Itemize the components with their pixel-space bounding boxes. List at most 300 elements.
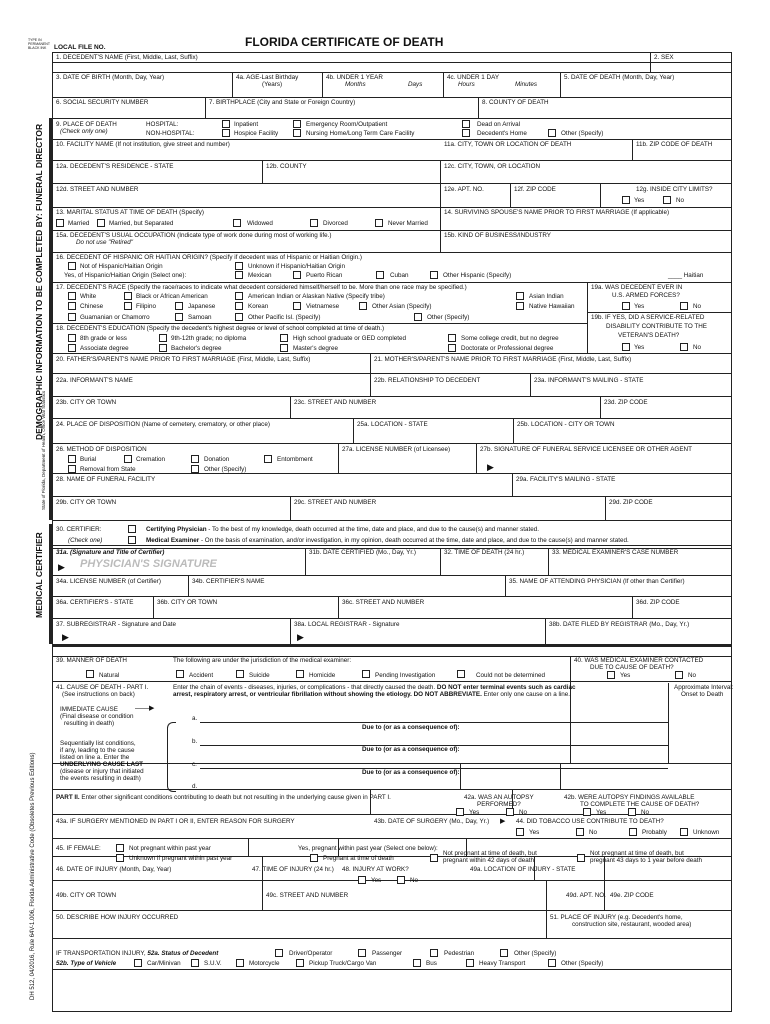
checkbox-associate[interactable]: [68, 344, 76, 352]
field-11a-label: 11a. CITY, TOWN OR LOCATION OF DEATH: [444, 141, 572, 148]
checkbox-autopsy-yes[interactable]: [456, 808, 464, 816]
checkbox-undetermined[interactable]: [457, 670, 465, 678]
pregnant-within-label: Yes, pregnant within past year (Select one below):: [298, 845, 438, 852]
checkbox-pending[interactable]: [362, 670, 370, 678]
checkbox-chinese[interactable]: [68, 302, 76, 310]
bus-label: Bus: [426, 960, 437, 967]
field-9-hospital: HOSPITAL:: [146, 121, 179, 128]
field-15a-label: 15a. DECEDENT'S USUAL OCCUPATION (Indicate type of work done during most of working life.): [56, 232, 332, 239]
field-23d-label: 23d. ZIP CODE: [604, 399, 648, 406]
natural-label: Natural: [99, 672, 120, 679]
field-51-label-2: construction site, restaurant, wooded area): [572, 921, 692, 928]
field-4a-label: 4a. AGE-Last Birthday: [236, 74, 299, 81]
checkbox-some-college[interactable]: [448, 334, 456, 342]
checkbox-doa[interactable]: [462, 120, 470, 128]
checkbox-tobacco-yes[interactable]: [516, 828, 524, 836]
nursing-label: Nursing Home/Long Term Care Facility: [306, 130, 415, 137]
field-11b-label: 11b. ZIP CODE OF DEATH: [636, 141, 713, 148]
field-4b-label: 4b. UNDER 1 YEAR: [326, 74, 383, 81]
field-12a-label: 12a. DECEDENT'S RESIDENCE - STATE: [56, 163, 174, 170]
field-52a-label: IF TRANSPORTATION INJURY, 52a. Status of Decedent: [56, 950, 219, 957]
checkbox-natural[interactable]: [86, 670, 94, 678]
autopsy-yes-label: Yes: [469, 809, 480, 816]
checkbox-work-yes[interactable]: [358, 876, 366, 884]
checkbox-pregnant-at-death[interactable]: [310, 854, 318, 862]
married-label: Married: [68, 220, 90, 227]
pending-label: Pending Investigation: [375, 672, 436, 679]
checkbox-pedestrian[interactable]: [430, 949, 438, 957]
field-23c-label: 23c. STREET AND NUMBER: [294, 399, 377, 406]
side-demographic: DEMOGRAPHIC INFORMATION TO BE COMPLETED BY: FUNERAL DIRECTOR: [34, 123, 44, 440]
checkbox-city-no[interactable]: [663, 196, 671, 204]
unknown-pregnant-label: Unknown if pregnant within past year: [129, 855, 233, 862]
field-14-label: 14. SURVIVING SPOUSE'S NAME PRIOR TO FIRST MARRIAGE (If applicable): [444, 209, 670, 216]
checkbox-er[interactable]: [293, 120, 301, 128]
field-42b-label: 42b. WERE AUTOPSY FINDINGS AVAILABLE: [564, 794, 695, 801]
checkbox-other-hispanic[interactable]: [430, 271, 438, 279]
checkbox-armed-yes[interactable]: [622, 302, 630, 310]
korean-label: Korean: [248, 303, 269, 310]
pregnant-43-label: Not pregnant at time of death, but: [590, 850, 684, 857]
tobacco-probably-label: Probably: [642, 829, 667, 836]
checkbox-tobacco-no[interactable]: [576, 828, 584, 836]
line-b-label: b.: [192, 738, 198, 745]
field-33-label: 33. MEDICAL EXAMINER'S CASE NUMBER: [552, 549, 679, 556]
checkbox-pregnant-43[interactable]: [577, 854, 585, 862]
white-label: White: [80, 293, 97, 300]
checkbox-black[interactable]: [124, 292, 132, 300]
field-22a-label: 22a. INFORMANT'S NAME: [56, 377, 133, 384]
field-24-label: 24. PLACE OF DISPOSITION (Name of cemetery, crematory, or other place): [56, 421, 270, 428]
immediate-cause-sub-1: (Final disease or condition: [60, 713, 134, 720]
checkbox-puerto-rican[interactable]: [293, 271, 301, 279]
line-a-label: a.: [192, 715, 198, 722]
field-4c-minutes: Minutes: [515, 81, 538, 88]
armed-no-label: No: [693, 303, 702, 310]
field-4c-hours: Hours: [458, 81, 475, 88]
disability-yes-label: Yes: [634, 344, 645, 351]
field-19b-label-2: DISABILITY CONTRIBUTE TO THE: [606, 323, 708, 330]
field-49d-label: 49d. APT. NO.: [566, 892, 606, 899]
bracket-icon: [167, 722, 176, 792]
checkbox-bus[interactable]: [413, 959, 421, 967]
checkbox-disability-no[interactable]: [680, 343, 688, 351]
field-28-label: 28. NAME OF FUNERAL FACILITY: [56, 476, 156, 483]
field-12d-label: 12d. STREET AND NUMBER: [56, 186, 139, 193]
not-hispanic-label: Not of Hispanic/Haitian Origin: [80, 263, 163, 270]
checkbox-unknown-pregnant[interactable]: [116, 854, 124, 862]
checkbox-9th[interactable]: [159, 334, 167, 342]
side-medical-certifier: MEDICAL CERTIFIER: [34, 532, 44, 618]
checkbox-tobacco-probably[interactable]: [629, 828, 637, 836]
checkbox-autopsy-no[interactable]: [506, 808, 514, 816]
checkbox-other-vehicle[interactable]: [548, 959, 556, 967]
field-40-label: 40. WAS MEDICAL EXAMINER CONTACTED: [574, 657, 704, 664]
checkbox-removal[interactable]: [68, 465, 76, 473]
field-47-label: 47. TIME OF INJURY (24 hr.): [252, 866, 334, 873]
checkbox-cremation[interactable]: [124, 455, 132, 463]
guamanian-label: Guamanian or Chamorro: [80, 314, 150, 321]
field-45-label: 45. IF FEMALE:: [56, 845, 101, 852]
accident-label: Accident: [189, 672, 214, 679]
field-6-label: 6. SOCIAL SECURITY NUMBER: [56, 99, 149, 106]
japanese-label: Japanese: [188, 303, 216, 310]
checkbox-asian-indian[interactable]: [516, 292, 524, 300]
checkbox-unknown-hispanic[interactable]: [235, 262, 243, 270]
field-36a-label: 36a. CERTIFIER'S - STATE: [56, 599, 134, 606]
field-52b-label: 52b. Type of Vehicle: [56, 960, 117, 967]
checkbox-entombment[interactable]: [264, 455, 272, 463]
checkbox-driver[interactable]: [275, 949, 283, 957]
checkbox-guamanian[interactable]: [68, 313, 76, 321]
checkbox-home[interactable]: [462, 129, 470, 137]
field-12e-label: 12e. APT. NO.: [444, 186, 484, 193]
checkbox-city-yes[interactable]: [622, 196, 630, 204]
puerto-rican-label: Puerto Rican: [306, 272, 343, 279]
registrar-arrow-icon: ▶: [297, 632, 304, 642]
tobacco-no-label: No: [589, 829, 598, 836]
field-4a-sub: (Years): [262, 81, 283, 88]
field-19a-label: 19a. WAS DECEDENT EVER IN: [591, 284, 683, 291]
sequence-label-1: Sequentially list conditions,: [60, 740, 136, 747]
checkbox-findings-no[interactable]: [628, 808, 636, 816]
findings-yes-label: Yes: [596, 809, 607, 816]
surgery-arrow-icon: ▶: [500, 818, 506, 825]
page-title: FLORIDA CERTIFICATE OF DEATH: [245, 35, 444, 49]
field-5-label: 5. DATE OF DEATH (Month, Day, Year): [564, 74, 675, 81]
field-3-label: 3. DATE OF BIRTH (Month, Day, Year): [56, 74, 165, 81]
doctorate-label: Doctorate or Professional degree: [461, 345, 554, 352]
pedestrian-label: Pedestrian: [444, 950, 475, 957]
checkbox-burial[interactable]: [68, 455, 76, 463]
some-college-label: Some college credit, but no degree: [461, 335, 559, 342]
field-29c-label: 29c. STREET AND NUMBER: [294, 499, 377, 506]
checkbox-other-disposition[interactable]: [191, 465, 199, 473]
me-no-label: No: [688, 672, 697, 679]
chinese-label: Chinese: [80, 303, 104, 310]
checkbox-findings-yes[interactable]: [583, 808, 591, 816]
field-12c-label: 12c. CITY, TOWN, OR LOCATION: [444, 163, 541, 170]
checkbox-hs[interactable]: [280, 334, 288, 342]
heavy-label: Heavy Transport: [479, 960, 526, 967]
approx-interval-label: Approximate Interval:: [674, 684, 734, 691]
pregnant-43-label-2: pregnant 43 days to 1 year before death: [590, 857, 703, 864]
checkbox-aian[interactable]: [235, 292, 243, 300]
field-41-label: 41. CAUSE OF DEATH - PART I.: [56, 684, 149, 691]
certifier-arrow-icon: ▶: [58, 562, 65, 572]
pickup-label: Pickup Truck/Cargo Van: [309, 960, 377, 967]
pregnant-42-label-2: pregnant within 42 days of death: [443, 857, 535, 864]
aian-label: American Indian or Alaskan Native (Specify tribe): [248, 293, 385, 300]
field-29b-label: 29b. CITY OR TOWN: [56, 499, 117, 506]
immediate-cause-sub-2: resulting in death): [64, 720, 115, 727]
field-19a-label-2: U.S. ARMED FORCES?: [612, 292, 680, 299]
field-36b-label: 36b. CITY OR TOWN: [157, 599, 218, 606]
inpatient-label: Inpatient: [234, 121, 259, 128]
tobacco-yes-label: Yes: [529, 829, 540, 836]
checkbox-passenger[interactable]: [358, 949, 366, 957]
removal-label: Removal from State: [80, 466, 136, 473]
field-23a-label: 23a. INFORMANT'S MAILING - STATE: [534, 377, 644, 384]
checkbox-not-hispanic[interactable]: [68, 262, 76, 270]
checkbox-hawaiian[interactable]: [516, 302, 524, 310]
field-27b-label: 27b. SIGNATURE OF FUNERAL SERVICE LICENSEE OR OTHER AGENT: [480, 446, 692, 453]
hawaiian-label: Native Hawaiian: [529, 303, 575, 310]
field-16-label: 16. DECEDENT OF HISPANIC OR HAITIAN ORIGIN? (Specify if decedent was of Hispanic or Haitian Origin.): [56, 254, 362, 261]
field-7-label: 7. BIRTHPLACE (City and State or Foreign Country): [209, 99, 356, 106]
sequence-label-3: listed on line a. Enter the: [60, 754, 130, 761]
checkbox-not-pregnant[interactable]: [116, 844, 124, 852]
master-label: Master's degree: [293, 345, 338, 352]
field-12b-label: 12b. COUNTY: [266, 163, 307, 170]
field-32-label: 32. TIME OF DEATH (24 hr.): [444, 549, 525, 556]
field-49b-label: 49b. CITY OR TOWN: [56, 892, 117, 899]
pregnant-at-death-label: Pregnant at time of death: [323, 855, 394, 862]
field-48-label: 48. INJURY AT WORK?: [342, 866, 409, 873]
checkbox-suv[interactable]: [191, 959, 199, 967]
field-43b-label: 43b. DATE OF SURGERY (Mo., Day, Yr.): [374, 818, 490, 825]
checkbox-motorcycle[interactable]: [236, 959, 244, 967]
checkbox-samoan[interactable]: [175, 313, 183, 321]
field-34a-label: 34a. LICENSE NUMBER (of Certifier): [56, 578, 161, 585]
passenger-label: Passenger: [372, 950, 403, 957]
field-27a-label: 27a. LICENSE NUMBER (of Licensee): [342, 446, 451, 453]
field-36d-label: 36d. ZIP CODE: [636, 599, 680, 606]
field-8-label: 8. COUNTY OF DEATH: [482, 99, 549, 106]
disability-no-label: No: [693, 344, 702, 351]
checkbox-never-married[interactable]: [375, 219, 383, 227]
checkbox-accident[interactable]: [176, 670, 184, 678]
side-form-code: DH 512, 04/2016, Rule 64V-1.006, Florida Administrative Code (Obsoletes Previous Editions): [30, 752, 36, 1000]
checkbox-tobacco-unknown[interactable]: [680, 828, 688, 836]
car-label: Car/Minivan: [147, 960, 181, 967]
checkbox-doctorate[interactable]: [448, 344, 456, 352]
other-disposition-label: Other (Specify): [204, 466, 247, 473]
field-4b-months: Months: [345, 81, 366, 88]
field-42a-label: 42a. WAS AN AUTOPSY: [464, 794, 534, 801]
driver-label: Driver/Operator: [289, 950, 333, 957]
er-label: Emergency Room/Outpatient: [306, 121, 388, 128]
field-9-label: 9. PLACE OF DEATH: [56, 121, 117, 128]
associate-label: Associate degree: [80, 345, 129, 352]
armed-yes-label: Yes: [634, 303, 645, 310]
field-34b-label: 34b. CERTIFIER'S NAME: [192, 578, 265, 585]
autopsy-no-label: No: [519, 809, 528, 816]
divorced-label: Divorced: [323, 220, 348, 227]
yes-hispanic-label: Yes, of Hispanic/Haitian Origin (Select one):: [64, 272, 187, 279]
other-race-label: Other (Specify): [427, 314, 470, 321]
immediate-arrow-icon: ——▶: [135, 705, 155, 712]
sequence-label-6: the events resulting in death): [60, 775, 141, 782]
other-asian-label: Other Asian (Specify): [372, 303, 432, 310]
line-c-label: c.: [192, 761, 197, 768]
cuban-label: Cuban: [390, 272, 409, 279]
checkbox-other-pacific[interactable]: [235, 313, 243, 321]
tobacco-unknown-label: Unknown: [693, 829, 720, 836]
doa-label: Dead on Arrival: [477, 121, 521, 128]
field-40-label-2: DUE TO CAUSE OF DEATH?: [590, 664, 674, 671]
field-30-check: (Check one): [68, 537, 103, 544]
not-pregnant-label: Not pregnant within past year: [129, 845, 211, 852]
checkbox-korean[interactable]: [235, 302, 243, 310]
immediate-cause-label: IMMEDIATE CAUSE: [60, 706, 118, 713]
field-46-label: 46. DATE OF INJURY (Month, Day, Year): [56, 866, 172, 873]
field-23b-label: 23b. CITY OR TOWN: [56, 399, 117, 406]
checkbox-disability-yes[interactable]: [622, 343, 630, 351]
checkbox-separated[interactable]: [97, 219, 105, 227]
field-9-check: (Check only one): [60, 128, 108, 135]
other-vehicle-label: Other (Specify): [561, 960, 604, 967]
due-to-3: Due to (or as a consequence of):: [362, 769, 460, 776]
field-41-instructions-1: Enter the chain of events - diseases, injuries, or complications - that directly caused the death. DO NOT enter terminal events such as cardiac: [173, 684, 576, 691]
checkbox-bachelor[interactable]: [159, 344, 167, 352]
checkbox-cuban[interactable]: [376, 271, 384, 279]
checkbox-married[interactable]: [56, 219, 64, 227]
work-no-label: No: [410, 877, 419, 884]
field-18-label: 18. DECEDENT'S EDUCATION (Specify the decedent's highest degree or level of school completed at time of death.): [56, 325, 385, 332]
checkbox-work-no[interactable]: [397, 876, 405, 884]
checkbox-armed-no[interactable]: [680, 302, 688, 310]
checkbox-me-yes[interactable]: [607, 671, 615, 679]
field-41-instructions-2: arrest, respiratory arrest, or ventricular fibrillation without showing the etiology. DO NOT ABBREVIATE. Enter only one cause on a line.: [173, 691, 571, 698]
donation-label: Donation: [204, 456, 230, 463]
field-38b-label: 38b. DATE FILED BY REGISTRAR (Mo., Day, Yr.): [549, 621, 690, 628]
field-49e-label: 49e. ZIP CODE: [610, 892, 654, 899]
pregnant-42-label: Not pregnant at time of death, but: [443, 850, 537, 857]
field-42a-label-2: PERFORMED?: [477, 801, 521, 808]
field-25a-label: 25a. LOCATION - STATE: [357, 421, 428, 428]
8th-label: 8th grade or less: [80, 335, 127, 342]
physician-signature-watermark: PHYSICIAN'S SIGNATURE: [80, 558, 217, 570]
checkbox-certifying-physician[interactable]: [128, 525, 136, 533]
field-9-nonhospital: NON-HOSPITAL:: [146, 130, 195, 137]
asian-indian-label: Asian Indian: [529, 293, 564, 300]
field-36c-label: 36c. STREET AND NUMBER: [342, 599, 425, 606]
due-to-2: Due to (or as a consequence of):: [362, 746, 460, 753]
checkbox-filipino[interactable]: [124, 302, 132, 310]
field-39-note: The following are under the jurisdiction of the medical examiner:: [173, 657, 352, 664]
checkbox-vietnamese[interactable]: [293, 302, 301, 310]
checkbox-white[interactable]: [68, 292, 76, 300]
checkbox-other-status[interactable]: [500, 949, 508, 957]
due-to-1: Due to (or as a consequence of):: [362, 724, 460, 731]
checkbox-master[interactable]: [280, 344, 288, 352]
field-19b-label-3: VETERAN'S DEATH?: [618, 332, 680, 339]
checkbox-suicide[interactable]: [236, 670, 244, 678]
checkbox-medical-examiner[interactable]: [128, 536, 136, 544]
burial-label: Burial: [80, 456, 97, 463]
never-married-label: Never Married: [388, 220, 428, 227]
widowed-label: Widowed: [247, 220, 273, 227]
field-19b-label: 19b. IF YES, DID A SERVICE-RELATED: [591, 314, 705, 321]
demographic-bar: [49, 118, 53, 520]
field-17-label: 17. DECEDENT'S RACE (Specify the race/races to indicate what decedent considered himself/herself to be. More than one race may be specified.): [56, 284, 467, 291]
checkbox-other-asian[interactable]: [359, 302, 367, 310]
checkbox-hospice[interactable]: [222, 129, 230, 137]
checkbox-mexican[interactable]: [235, 271, 243, 279]
field-15b-label: 15b. KIND OF BUSINESS/INDUSTRY: [444, 232, 551, 239]
me-yes-label: Yes: [620, 672, 631, 679]
suicide-label: Suicide: [249, 672, 270, 679]
checkbox-donation[interactable]: [191, 455, 199, 463]
findings-no-label: No: [641, 809, 650, 816]
checkbox-homicide[interactable]: [296, 670, 304, 678]
sequence-label-5: (disease or injury that initiated: [60, 768, 144, 775]
subregistrar-arrow-icon: ▶: [62, 632, 69, 642]
field-38a-label: 38a. LOCAL REGISTRAR - Signature: [294, 621, 400, 628]
9th-label: 9th-12th grade; no diploma: [171, 335, 247, 342]
other-status-label: Other (Specify): [514, 950, 557, 957]
checkbox-pickup[interactable]: [296, 959, 304, 967]
bachelor-label: Bachelor's degree: [171, 345, 222, 352]
checkbox-other-race[interactable]: [414, 313, 422, 321]
haitian-label: ____ Haitian: [668, 272, 704, 279]
field-26-label: 26. METHOD OF DISPOSITION: [56, 446, 147, 453]
side-state-of: State of Florida, Department of Health, Office Vital Statistics: [41, 390, 46, 510]
checkbox-heavy[interactable]: [466, 959, 474, 967]
field-4b-days: Days: [408, 81, 423, 88]
field-2-label: 2. SEX: [654, 54, 674, 61]
signature-arrow-icon: ▶: [487, 462, 494, 472]
field-22b-label: 22b. RELATIONSHIP TO DECEDENT: [374, 377, 481, 384]
field-43a-label: 43a. IF SURGERY MENTIONED IN PART I OR II, ENTER REASON FOR SURGERY: [56, 818, 295, 825]
entombment-label: Entombment: [277, 456, 313, 463]
city-no-label: No: [676, 197, 685, 204]
checkbox-divorced[interactable]: [310, 219, 318, 227]
other-place-label: Other (Specify): [561, 130, 604, 137]
field-31b-label: 31b. DATE CERTIFIED (Mo., Day, Yr.): [309, 549, 416, 556]
checkbox-other-place[interactable]: [548, 129, 556, 137]
other-pacific-label: Other Pacific Isl. (Specify): [248, 314, 321, 321]
certifying-physician-text: Certifying Physician - To the best of my knowledge, death occurred at the time, date and place, and due to the cause(s) and manner stated.: [146, 526, 539, 533]
field-42b-label-2: TO COMPLETE THE CAUSE OF DEATH?: [580, 801, 700, 808]
field-49a-label: 49a. LOCATION OF INJURY - STATE: [470, 866, 576, 873]
field-30-label: 30. CERTIFIER:: [56, 526, 102, 533]
field-29d-label: 29d. ZIP CODE: [609, 499, 653, 506]
field-1-label: 1. DECEDENT'S NAME (First, Middle, Last, Suffix): [56, 54, 198, 61]
checkbox-inpatient[interactable]: [222, 120, 230, 128]
vietnamese-label: Vietnamese: [306, 303, 340, 310]
field-35-label: 35. NAME OF ATTENDING PHYSICIAN (If other than Certifier): [509, 578, 685, 585]
checkbox-widowed[interactable]: [233, 219, 241, 227]
undetermined-label: Could not be determined: [476, 672, 545, 679]
suv-label: S.U.V.: [204, 960, 222, 967]
field-10-label: 10. FACILITY NAME (If not institution, give street and number): [56, 141, 230, 148]
field-4c-label: 4c. UNDER 1 DAY: [447, 74, 500, 81]
field-37-label: 37. SUBREGISTRAR - Signature and Date: [56, 621, 177, 628]
hs-label: High school graduate or GED completed: [293, 335, 407, 342]
checkbox-pregnant-42[interactable]: [430, 854, 438, 862]
certifier-bar: [49, 524, 53, 644]
motorcycle-label: Motorcycle: [249, 960, 280, 967]
field-12g-label: 12g. INSIDE CITY LIMITS?: [636, 186, 713, 193]
field-51-label: 51. PLACE OF INJURY (e.g. Decedent's home,: [550, 914, 683, 921]
work-yes-label: Yes: [371, 877, 382, 884]
checkbox-japanese[interactable]: [175, 302, 183, 310]
local-file-no: LOCAL FILE NO.: [54, 44, 106, 51]
checkbox-nursing[interactable]: [293, 129, 301, 137]
checkbox-8th[interactable]: [68, 334, 76, 342]
medical-examiner-text: Medical Examiner - On the basis of examination, and/or investigation, in my opinion, death occurred at the time, date and place, and due to the cause(s) and manner stated.: [146, 537, 629, 544]
checkbox-me-no[interactable]: [675, 671, 683, 679]
line-d-label: d.: [192, 783, 198, 790]
city-yes-label: Yes: [634, 197, 645, 204]
hospice-label: Hospice Facility: [234, 130, 279, 137]
checkbox-car[interactable]: [134, 959, 142, 967]
mexican-label: Mexican: [248, 272, 272, 279]
field-50-label: 50. DESCRIBE HOW INJURY OCCURRED: [56, 914, 179, 921]
field-31a-label: 31a. (Signature and Title of Certifier): [56, 549, 165, 556]
